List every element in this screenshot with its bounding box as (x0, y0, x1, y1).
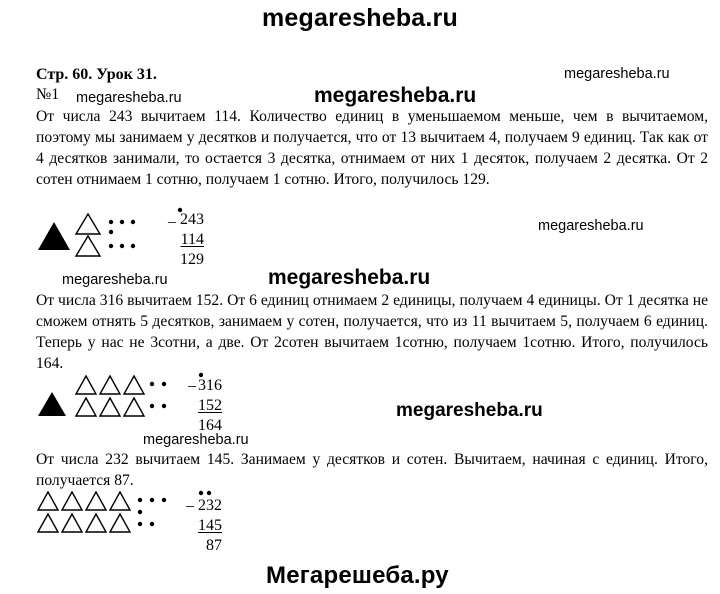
minuend: 243 (180, 211, 204, 228)
site-watermark-header[interactable]: megaresheba.ru (262, 4, 458, 32)
ten-outline-triangle (38, 492, 58, 510)
ten-outline-triangle (124, 376, 144, 394)
minus-sign: _ (186, 492, 194, 509)
column-subtraction (178, 376, 222, 436)
minus-sign: _ (168, 208, 176, 225)
place-value-drawing (36, 374, 176, 424)
ten-outline-triangle (110, 492, 130, 510)
watermark-big[interactable]: megaresheba.ru (314, 84, 477, 107)
ten-outline-triangle (100, 376, 120, 394)
watermark-big[interactable]: megaresheba.ru (268, 266, 431, 289)
column-subtraction (178, 496, 222, 556)
subtrahend: 152 (198, 397, 222, 414)
ten-outline-triangle (62, 514, 82, 532)
unit-dots (150, 382, 166, 408)
minuend: 316 (198, 377, 222, 394)
ten-outline-triangle (100, 398, 120, 416)
unit-dots (109, 220, 135, 248)
difference: 87 (206, 537, 222, 554)
ten-outline-triangle (86, 514, 106, 532)
site-watermark-footer[interactable]: Мегарешеба.ру (266, 562, 449, 589)
minus-sign: _ (188, 372, 196, 389)
place-value-drawing (36, 490, 186, 538)
hundred-filled-triangle (38, 392, 66, 416)
column-subtraction (160, 210, 204, 270)
unit-dots (138, 498, 166, 526)
ten-outline-triangle (38, 514, 58, 532)
explanation-paragraph: От числа 316 вычитаем 152. От 6 единиц отнимаем 2 единицы, получаем 4 единицы. От 1 десятка не сможем отнять 5 десятков, занимаем у сотен, получается, что из 11 вычитаем 5, получаем 6 единиц. Теперь у нас не 3сотни, а две. От 2сотен вычитаем 1сотню, получаем 1сотню. Итого, получилось 164. (36, 292, 708, 372)
place-value-drawing (36, 210, 136, 260)
task-number: №1 (36, 86, 60, 103)
borrow-dot (199, 491, 203, 495)
page-heading: Стр. 60. Урок 31. (36, 66, 157, 83)
ten-outline-triangle (76, 236, 100, 256)
ten-outline-triangle (124, 398, 144, 416)
watermark-small[interactable]: megaresheba.ru (538, 218, 644, 234)
hundred-filled-triangle (38, 222, 70, 250)
watermark-small[interactable]: megaresheba.ru (62, 272, 168, 288)
ten-outline-triangle (86, 492, 106, 510)
watermark-small[interactable]: megaresheba.ru (143, 432, 249, 448)
difference: 129 (180, 251, 204, 268)
watermark-small[interactable]: megaresheba.ru (76, 90, 182, 106)
explanation-paragraph: От числа 232 вычитаем 145. Занимаем у десятков и сотен. Вычитаем, начиная с единиц. Итого, получается 87. (36, 451, 708, 489)
watermark-big[interactable]: megaresheba.ru (396, 400, 543, 421)
explanation-paragraph: От числа 243 вычитаем 114. Количество единиц в уменьшаемом меньше, чем в вычитаемом, поэтому мы занимаем у десятков и получается, что от 13 вычитаем 4, получаем 9 единиц. Так как от 4 десятков занимали, то остается 3 десятка, отнимаем от них 1 десяток, получаем 2 десятка. От 2 сотен отнимаем 1 сотню, получаем 1 сотню. Итого, получилось 129. (36, 108, 708, 188)
borrow-dot (207, 491, 211, 495)
watermark-small[interactable]: megaresheba.ru (564, 66, 670, 82)
difference: 164 (198, 417, 222, 434)
ten-outline-triangle (110, 514, 130, 532)
ten-outline-triangle (76, 376, 96, 394)
ten-outline-triangle (76, 214, 100, 234)
subtrahend: 114 (180, 231, 204, 248)
minuend: 232 (198, 497, 222, 514)
ten-outline-triangle (62, 492, 82, 510)
ten-outline-triangle (76, 398, 96, 416)
subtrahend: 145 (198, 517, 222, 534)
